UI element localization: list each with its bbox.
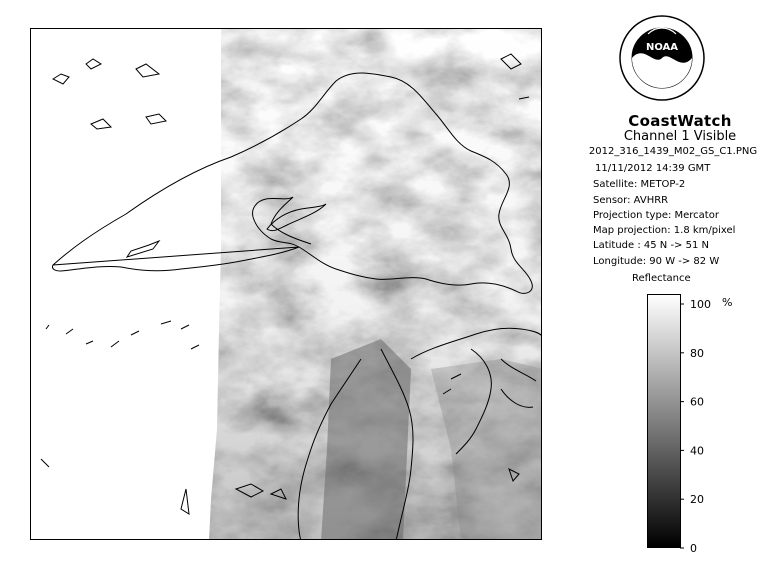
satellite-map <box>30 28 542 540</box>
colorbar-tick-label: 0 <box>690 542 697 555</box>
colorbar-unit: % <box>722 296 733 309</box>
logo-noaa-text: NOAA <box>645 42 679 53</box>
acquisition-date: 11/11/2012 14:39 GMT <box>595 163 711 174</box>
app-title: CoastWatch <box>628 112 732 130</box>
colorbar-tick-label: 60 <box>690 395 704 409</box>
map-projection-label: Map projection: 1.8 km/pixel <box>593 225 736 236</box>
map-image <box>31 29 542 540</box>
channel-label: Channel 1 Visible <box>623 129 737 144</box>
projection-type-label: Projection type: Mercator <box>593 210 719 221</box>
colorbar-ticks <box>680 290 740 560</box>
isle-royale <box>127 241 159 257</box>
colorbar-title: Reflectance <box>632 273 691 284</box>
filename-label: 2012_316_1439_M02_GS_C1.PNG <box>588 146 758 157</box>
satellite-label: Satellite: METOP-2 <box>593 179 686 190</box>
colorbar-tick-label: 80 <box>690 346 704 360</box>
latitude-label: Latitude : 45 N -> 51 N <box>593 240 709 251</box>
colorbar-tick-label: 20 <box>690 493 704 507</box>
colorbar-tick-label: 100 <box>690 298 711 311</box>
sensor-label: Sensor: AVHRR <box>593 195 669 206</box>
noaa-logo <box>618 14 706 102</box>
colorbar-tick-label: 40 <box>690 444 704 458</box>
longitude-label: Longitude: 90 W -> 82 W <box>593 256 720 267</box>
reflectance-colorbar <box>647 294 681 548</box>
